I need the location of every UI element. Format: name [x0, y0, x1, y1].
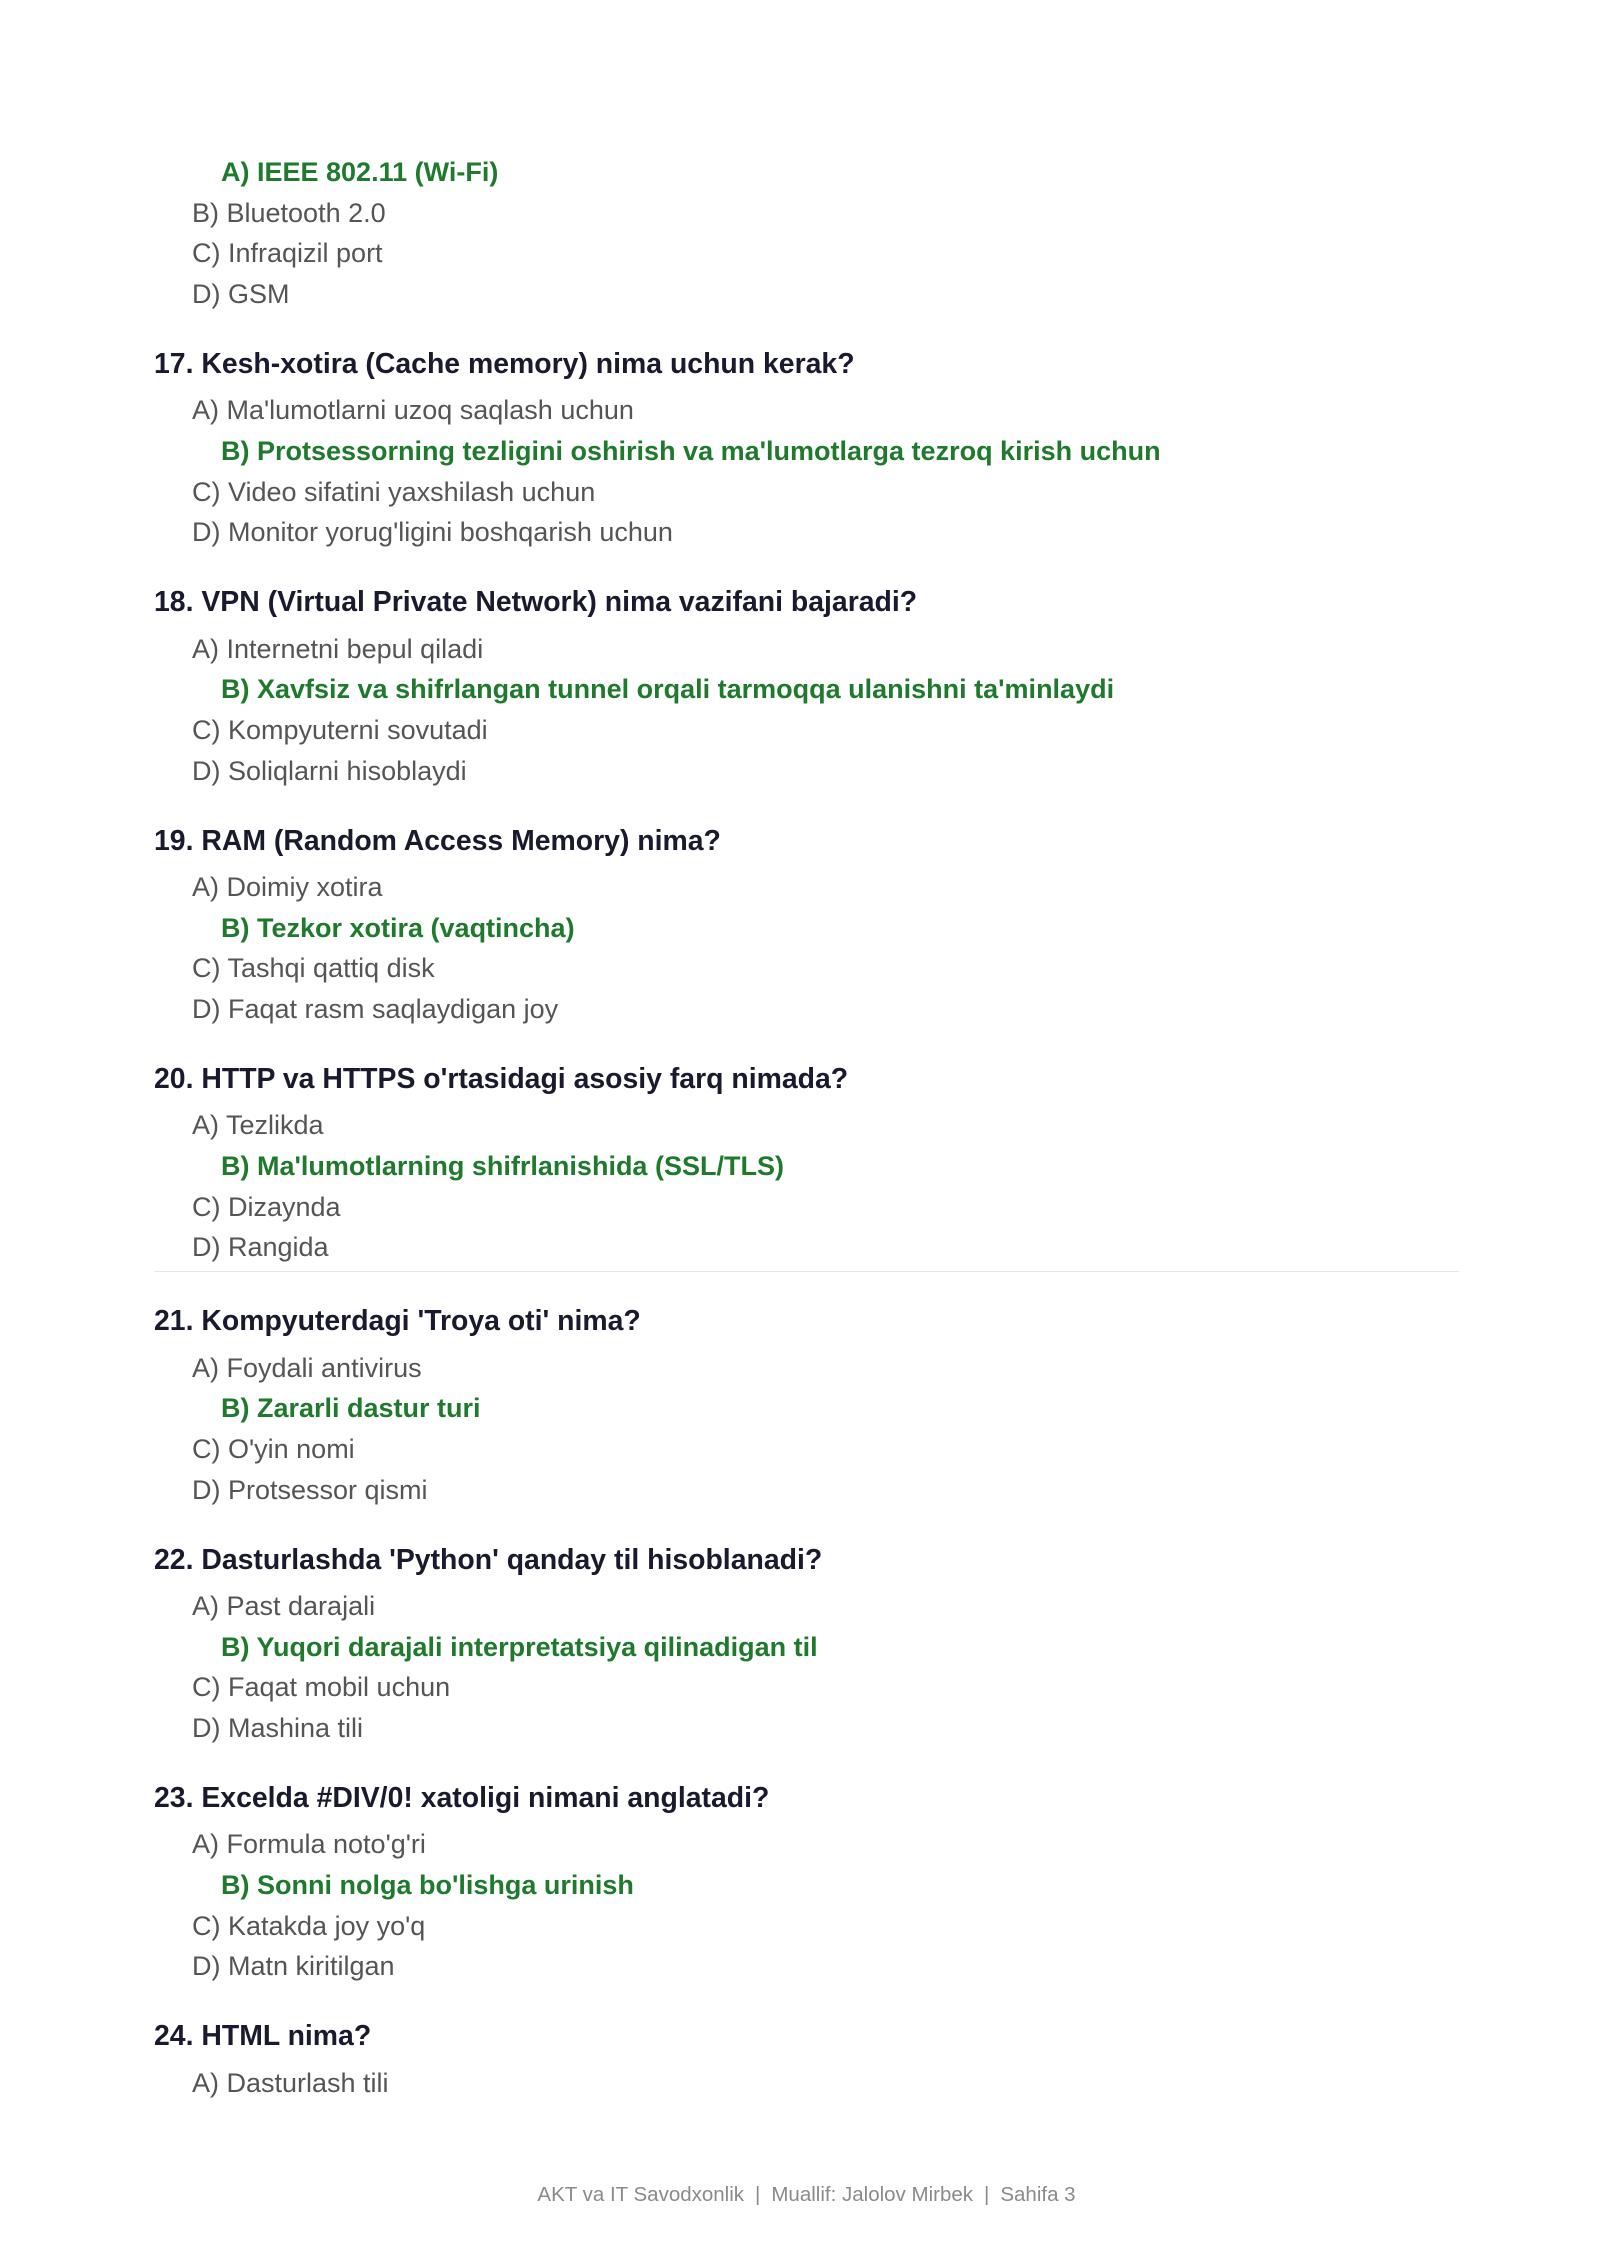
answer-option: A) Ma'lumotlarni uzoq saqlash uchun: [192, 395, 634, 426]
correct-answer-option: B) Sonni nolga bo'lishga urinish: [221, 1870, 634, 1901]
answer-option: A) Internetni bepul qiladi: [192, 633, 484, 664]
correct-answer-option: B) Zararli dastur turi: [221, 1393, 481, 1424]
answer-option: A) Doimiy xotira: [192, 872, 383, 903]
footer-page-number: Sahifa 3: [1000, 2183, 1076, 2206]
answer-option: C) Infraqizil port: [192, 238, 383, 269]
correct-answer-option: B) Yuqori darajali interpretatsiya qilinadigan til: [221, 1631, 818, 1662]
question-17: [154, 344, 1459, 553]
answer-option: C) Tashqi qattiq disk: [192, 953, 435, 984]
question-20: [154, 1059, 1459, 1268]
continued-question-options: [154, 152, 1459, 315]
answer-option: D) Protsessor qismi: [192, 1474, 428, 1505]
answer-option: A) Foydali antivirus: [192, 1352, 422, 1383]
footer-author: Muallif: Jalolov Mirbek: [771, 2183, 974, 2206]
question-title: 24. HTML nima?: [154, 2020, 372, 2053]
answer-option: C) Video sifatini yaxshilash uchun: [192, 476, 596, 507]
answer-option: C) Kompyuterni sovutadi: [192, 715, 488, 746]
answer-option: D) GSM: [192, 279, 290, 310]
correct-answer-option: A) IEEE 802.11 (Wi-Fi): [221, 157, 499, 187]
answer-option: C) O'yin nomi: [192, 1434, 355, 1465]
answer-option: A) Tezlikda: [192, 1110, 324, 1141]
page-divider: [154, 1271, 1459, 1272]
answer-option: A) Past darajali: [192, 1591, 376, 1622]
question-22: [154, 1540, 1459, 1749]
page-content: [154, 152, 1459, 2103]
answer-option: A) Formula noto'g'ri: [192, 1829, 426, 1860]
correct-answer-option: B) Xavfsiz va shifrlangan tunnel orqali tarmoqqa ulanishni ta'minlaydi: [221, 674, 1115, 705]
answer-option: D) Soliqlarni hisoblaydi: [192, 755, 467, 786]
answer-option: D) Monitor yorug'ligini boshqarish uchun: [192, 517, 673, 548]
question-title: 19. RAM (Random Access Memory) nima?: [154, 824, 721, 857]
question-24: [154, 2016, 1459, 2103]
answer-option: C) Dizaynda: [192, 1191, 341, 1222]
question-title: 22. Dasturlashda 'Python' qanday til hisoblanadi?: [154, 1543, 823, 1576]
question-title: 17. Kesh-xotira (Cache memory) nima uchun kerak?: [154, 348, 855, 381]
question-title: 18. VPN (Virtual Private Network) nima vazifani bajaradi?: [154, 586, 918, 619]
correct-answer-option: B) Tezkor xotira (vaqtincha): [221, 912, 575, 943]
page-footer: [154, 2181, 1459, 2209]
answer-option: B) Bluetooth 2.0: [192, 197, 386, 228]
question-title: 23. Excelda #DIV/0! xatoligi nimani anglatadi?: [154, 1782, 770, 1815]
question-21: [154, 1301, 1459, 1510]
question-title: 20. HTTP va HTTPS o'rtasidagi asosiy farq nimada?: [154, 1063, 849, 1096]
correct-answer-option: B) Protsessorning tezligini oshirish va ma'lumotlarga tezroq kirish uchun: [221, 436, 1161, 467]
answer-option: C) Katakda joy yo'q: [192, 1910, 426, 1941]
answer-option: D) Mashina tili: [192, 1713, 364, 1744]
answer-option: A) Dasturlash tili: [192, 2067, 389, 2098]
correct-answer-option: B) Ma'lumotlarning shifrlanishida (SSL/TLS): [221, 1151, 784, 1182]
question-23: [154, 1778, 1459, 1987]
answer-option: D) Matn kiritilgan: [192, 1951, 395, 1982]
question-title: 21. Kompyuterdagi 'Troya oti' nima?: [154, 1305, 641, 1338]
answer-option: D) Rangida: [192, 1232, 329, 1263]
footer-separator: |: [984, 2183, 990, 2206]
footer-course-title: AKT va IT Savodxonlik: [537, 2183, 745, 2206]
footer-separator: |: [755, 2183, 761, 2206]
question-19: [154, 821, 1459, 1030]
answer-option: D) Faqat rasm saqlaydigan joy: [192, 994, 559, 1025]
question-18: [154, 582, 1459, 791]
answer-option: C) Faqat mobil uchun: [192, 1672, 451, 1703]
